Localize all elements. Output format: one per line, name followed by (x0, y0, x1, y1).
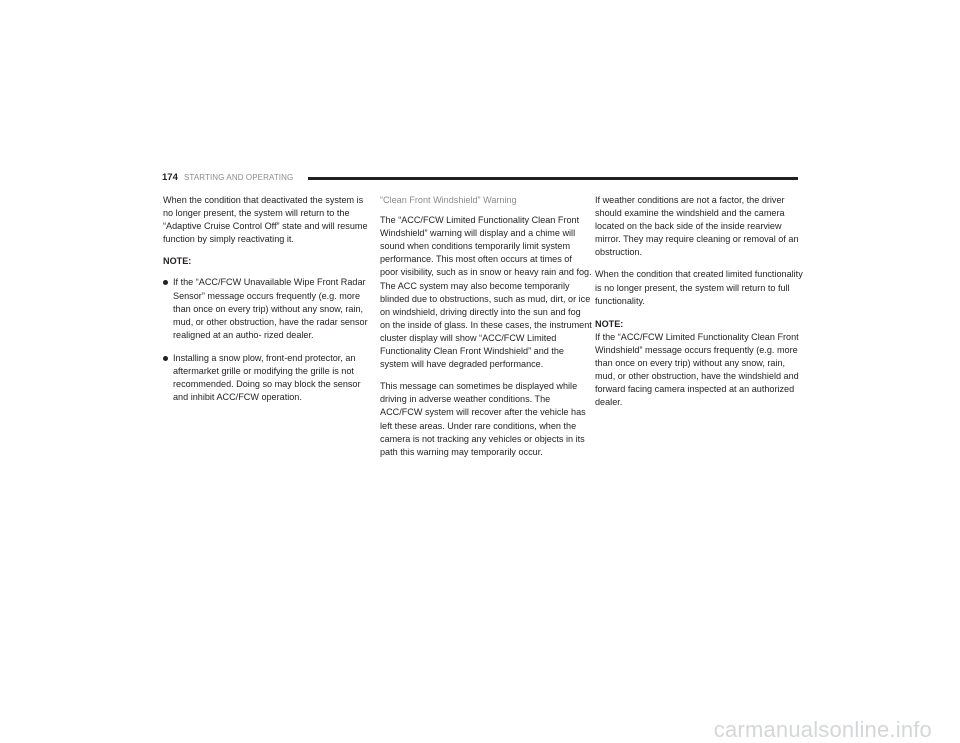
body-paragraph: When the condition that created limited functionality is no longer present, the system will return to full functionality. (595, 269, 803, 306)
bullet-icon (163, 280, 168, 285)
watermark-text: carmanualsonline.info (713, 717, 932, 742)
column-right (595, 194, 807, 418)
section-title: STARTING AND OPERATING (184, 173, 294, 182)
note-label: NOTE: (163, 256, 192, 267)
section-subheading: “Clean Front Windshield” Warning (380, 195, 517, 205)
note-bullet-list (163, 276, 375, 404)
note-label: NOTE: (595, 318, 624, 329)
intro-paragraph: When the condition that deactivated the system is no longer present, the system will return to the “Adaptive Cruise Control Off” state and will resume function by simply reactivating it. (163, 195, 368, 245)
list-item (163, 276, 375, 341)
note-text: If the “ACC/FCW Limited Functionality Clean Front Windshield” message occurs frequently (e.g. more than once on every trip) without any snow, rain, mud, or other obstruction, have the windshield and forward facing camera inspected at an authorized dealer. (595, 331, 799, 408)
list-item-text: If the “ACC/FCW Unavailable Wipe Front Radar Sensor” message occurs frequently (e.g. more than once on every trip) without any snow, rain, mud, or other obstruction, have the radar sensor realigned at an autho- rized dealer. (173, 277, 368, 340)
page-header (162, 172, 798, 184)
list-item-text: Installing a snow plow, front-end protector, an aftermarket grille or modifying the grille is not recommended. Doing so may block the sensor and inhibit ACC/FCW operation. (173, 352, 361, 403)
column-left (163, 194, 375, 414)
body-paragraph: If weather conditions are not a factor, the driver should examine the windshield and the camera located on the back side of the inside rearview mirror. They may require cleaning or removal of an obstruction. (595, 195, 799, 258)
page-number: 174 (162, 172, 178, 183)
body-paragraph: This message can sometimes be displayed while driving in adverse weather conditions. The ACC/FCW system will recover after the vehicle has left these areas. Under rare conditions, when the camera is not tracking any vehicles or objects in its path this warning may temporarily occur. (380, 381, 586, 457)
list-item (163, 352, 375, 404)
header-rule (308, 177, 798, 180)
watermark (0, 716, 960, 742)
body-paragraph: The “ACC/FCW Limited Functionality Clean Front Windshield” warning will display and a chime will sound when conditions temporarily limit system performance. This most often occurs at times of poor visibility, such as in snow or heavy rain and fog. The ACC system may also become temporarily blinded due to obstructions, such as mud, dirt, or ice on windshield, driving directly into the sun and fog on the inside of glass. In these cases, the instrument cluster display will show “ACC/FCW Limited Functionality Clean Front Windshield” and the system will have degraded performance. (380, 215, 592, 370)
bullet-icon (163, 356, 168, 361)
column-middle (380, 194, 592, 468)
